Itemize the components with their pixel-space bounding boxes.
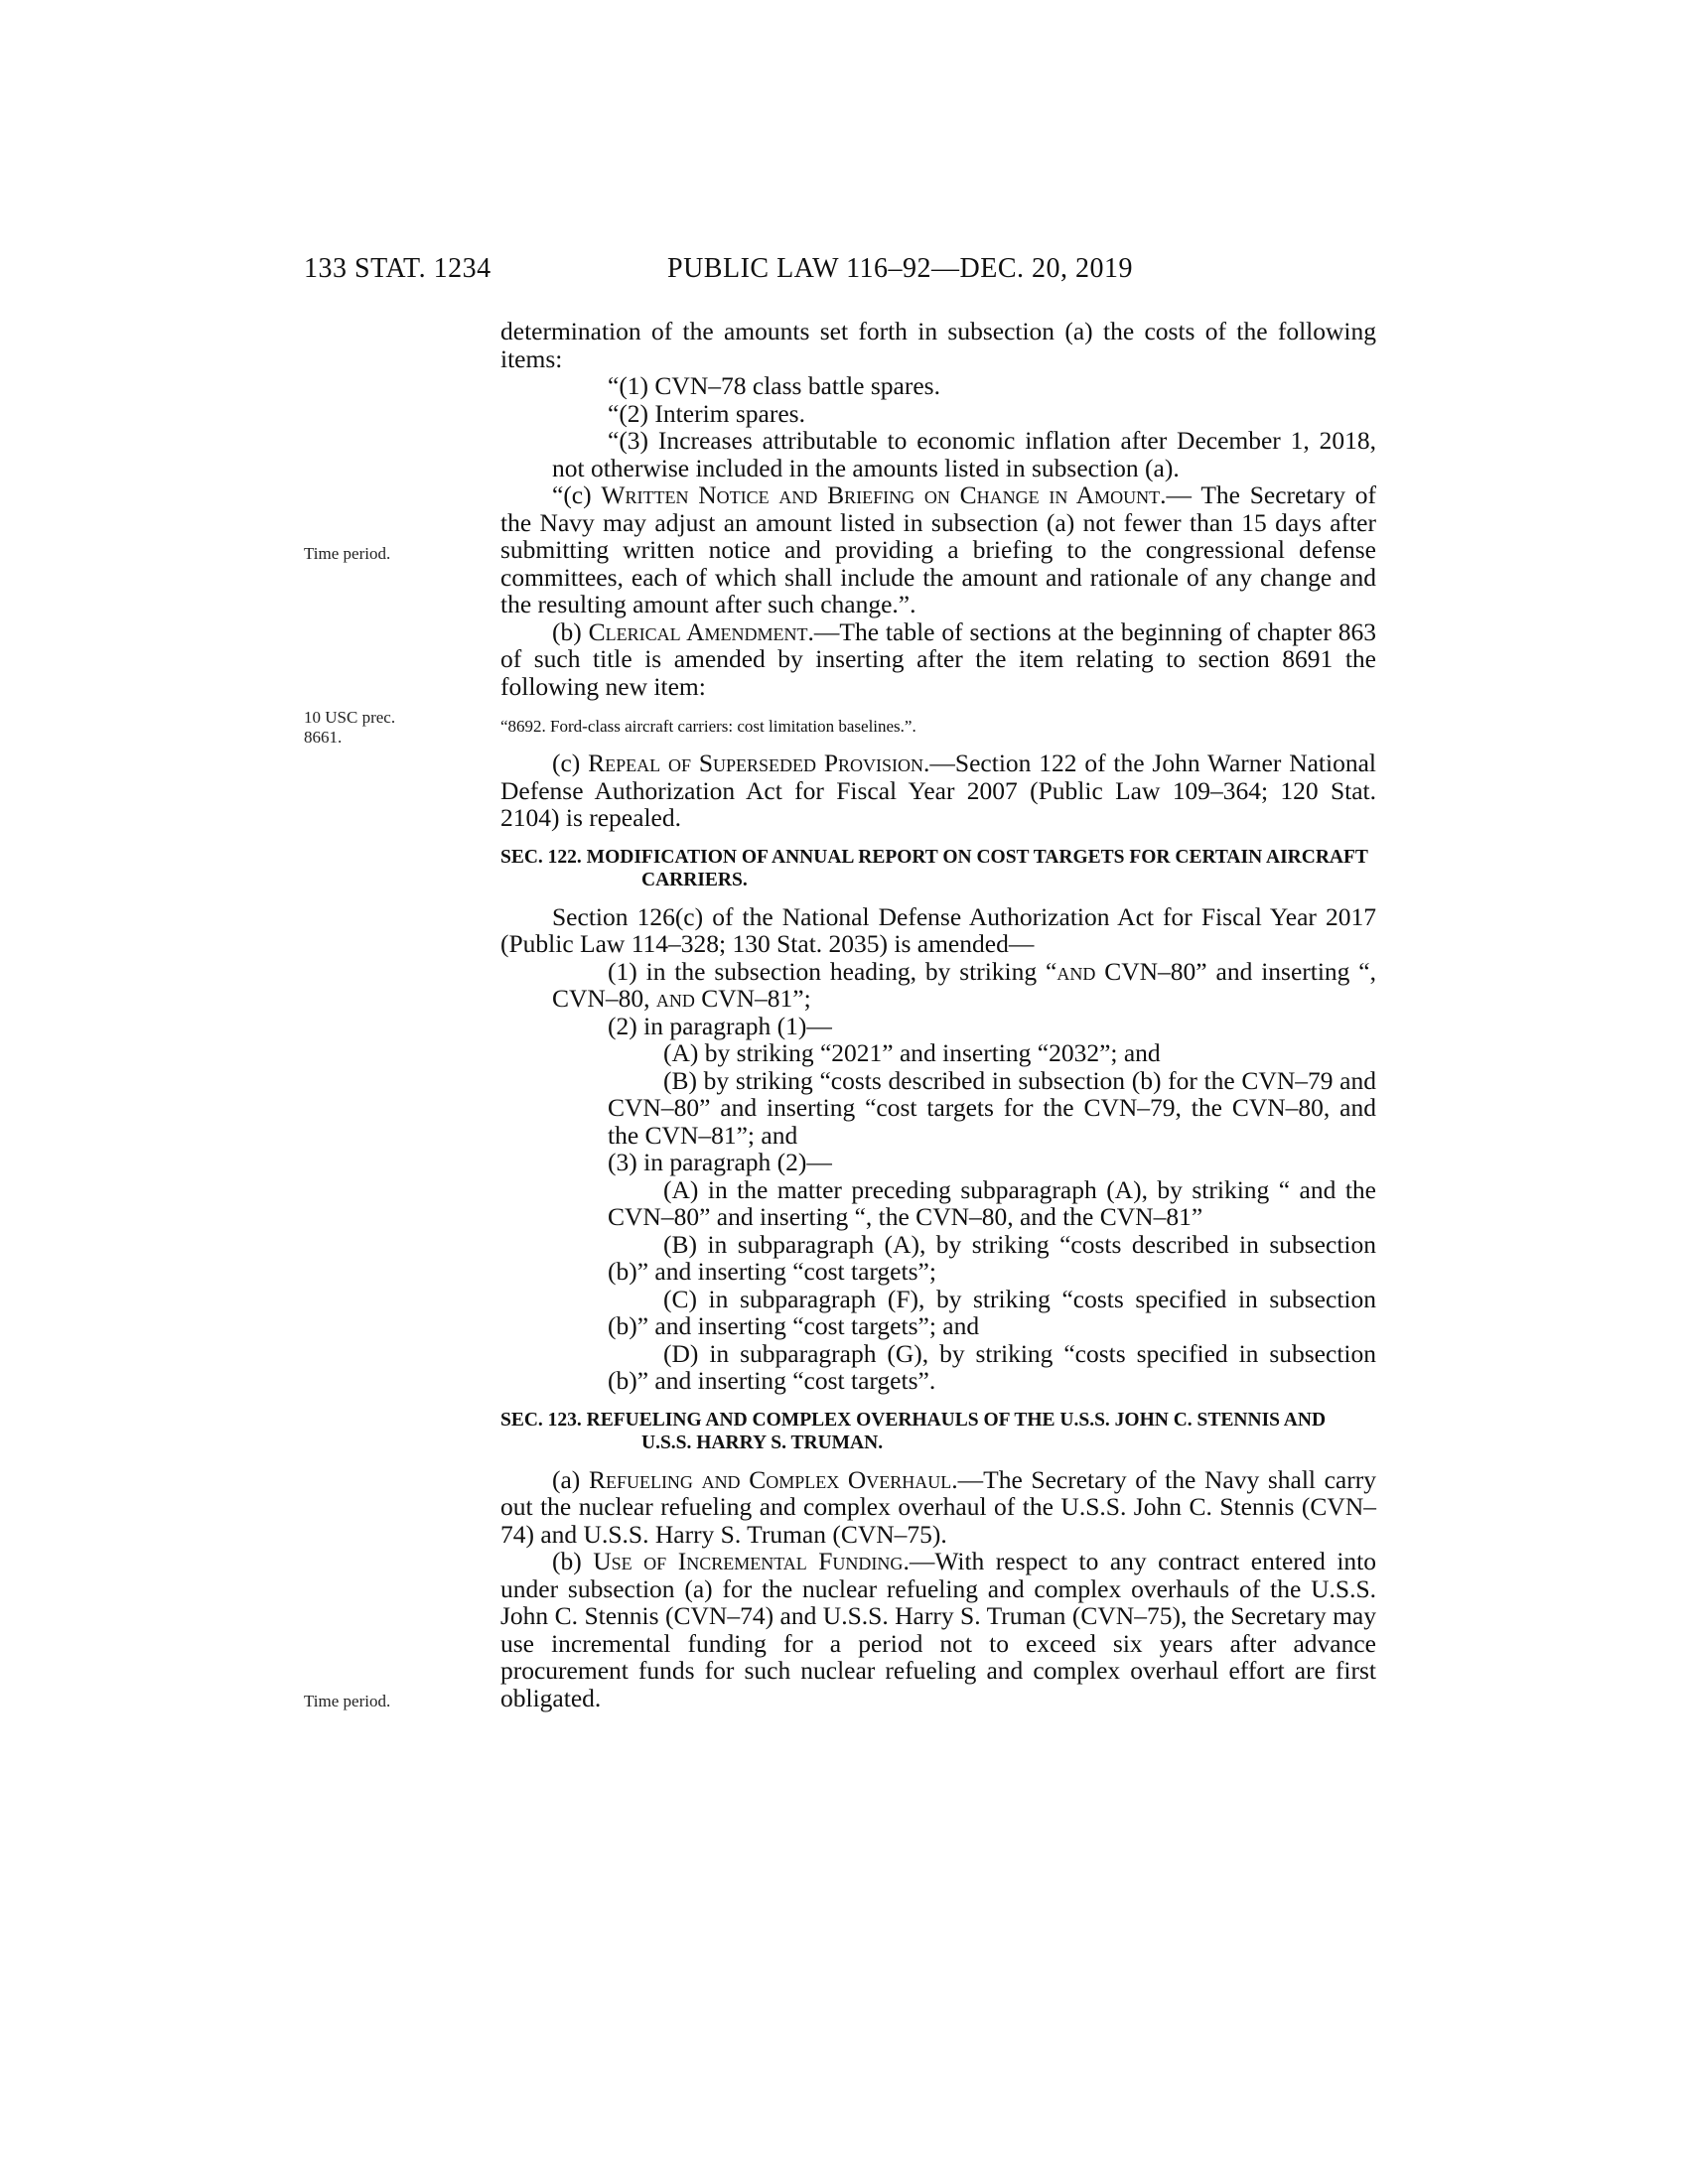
public-law-title: PUBLIC LAW 116–92—DEC. 20, 2019 xyxy=(667,253,1134,284)
stat-page-number: 133 STAT. 1234 xyxy=(304,253,492,284)
section-122-heading: SEC. 122. MODIFICATION OF ANNUAL REPORT ON COST TARGETS FOR CERTAIN AIRCRAFT CARRIERS. xyxy=(500,846,1368,890)
subsection-b-incremental-funding: (b) Use of Incremental Funding.—With respect to any contract entered into under subsection (a) for the nuclear refueling and complex overhauls of the U.S.S. John C. Stennis (CVN–74) and U.S.S. Harry S. Truman (CVN–75), the Secretary may use incremental funding for a period not to exceed six years after advance procurement funds for such nuclear refueling and complex overhaul effort are first obligated. xyxy=(500,1547,1377,1712)
paragraph: “(2) Interim spares. xyxy=(608,398,805,428)
paragraph: (A) in the matter preceding subparagraph (A), by striking “ and the CVN–80” and inserting “, the CVN–80, and the CVN–81” xyxy=(608,1174,1376,1231)
document-body xyxy=(500,318,1376,1711)
table-of-sections-item: “8692. Ford-class aircraft carriers: cost limitation baselines.”. xyxy=(500,717,916,736)
margin-note-time-period: Time period. xyxy=(304,544,391,563)
paragraph: (B) by striking “costs described in subsection (b) for the CVN–79 and CVN–80” and inserting “cost targets for the CVN–79, the CVN–80, and the CVN–81”; and xyxy=(608,1065,1376,1150)
paragraph: (B) in subparagraph (A), by striking “costs described in subsection (b)” and inserting “cost targets”; xyxy=(608,1229,1376,1286)
paragraph: (2) in paragraph (1)— xyxy=(608,1011,832,1040)
section-123-heading: SEC. 123. REFUELING AND COMPLEX OVERHAULS OF THE U.S.S. JOHN C. STENNIS AND U.S.S. HARRY S. TRUMAN. xyxy=(500,1409,1327,1453)
paragraph: “(1) CVN–78 class battle spares. xyxy=(608,371,940,400)
margin-note-time-period-2: Time period. xyxy=(304,1692,391,1710)
paragraph: (1) in the subsection heading, by striking “and CVN–80” and inserting “, CVN–80, and CVN–81”; xyxy=(552,956,1376,1013)
paragraph: Section 126(c) of the National Defense Authorization Act for Fiscal Year 2017 (Public Law 114–328; 130 Stat. 2035) is amended— xyxy=(500,901,1376,958)
paragraph: determination of the amounts set forth in subsection (a) the costs of the following items: xyxy=(500,317,1376,373)
paragraph: (3) in paragraph (2)— xyxy=(608,1148,832,1176)
page-header xyxy=(0,253,1688,293)
subsection-a-refueling: (a) Refueling and Complex Overhaul.—The Secretary of the Navy shall carry out the nuclear refueling and complex overhaul of the U.S.S. John C. Stennis (CVN–74) and U.S.S. Harry S. Truman (CVN–75). xyxy=(500,1464,1376,1549)
paragraph: (C) in subparagraph (F), by striking “costs specified in subsection (b)” and inserting “cost targets”; and xyxy=(608,1284,1376,1340)
subsection-c-repeal: (c) Repeal of Superseded Provision.—Section 122 of the John Warner National Defense Authorization Act for Fiscal Year 2007 (Public Law 109–364; 120 Stat. 2104) is repealed. xyxy=(500,749,1376,832)
paragraph: (A) by striking “2021” and inserting “2032”; and xyxy=(663,1038,1161,1067)
paragraph: “(3) Increases attributable to economic inflation after December 1, 2018, not otherwise included in the amounts listed in subsection (a). xyxy=(552,426,1376,482)
paragraph: (D) in subparagraph (G), by striking “costs specified in subsection (b)” and inserting “cost targets”. xyxy=(608,1338,1376,1395)
margin-note-usc-reference: 10 USC prec. 8661. xyxy=(304,708,396,747)
subsection-b-clerical-amendment: (b) Clerical Amendment.—The table of sections at the beginning of chapter 863 of such title is amended by inserting after the item relating to section 8691 the following new item: xyxy=(500,616,1377,701)
subsection-c-written-notice: “(c) Written Notice and Briefing on Change in Amount.— The Secretary of the Navy may adjust an amount listed in subsection (a) not fewer than 15 days after submitting written notice and providing a briefing to the congressional defense committees, each of which shall include the amount and rationale of any change and the resulting amount after such change.”. xyxy=(500,480,1376,618)
